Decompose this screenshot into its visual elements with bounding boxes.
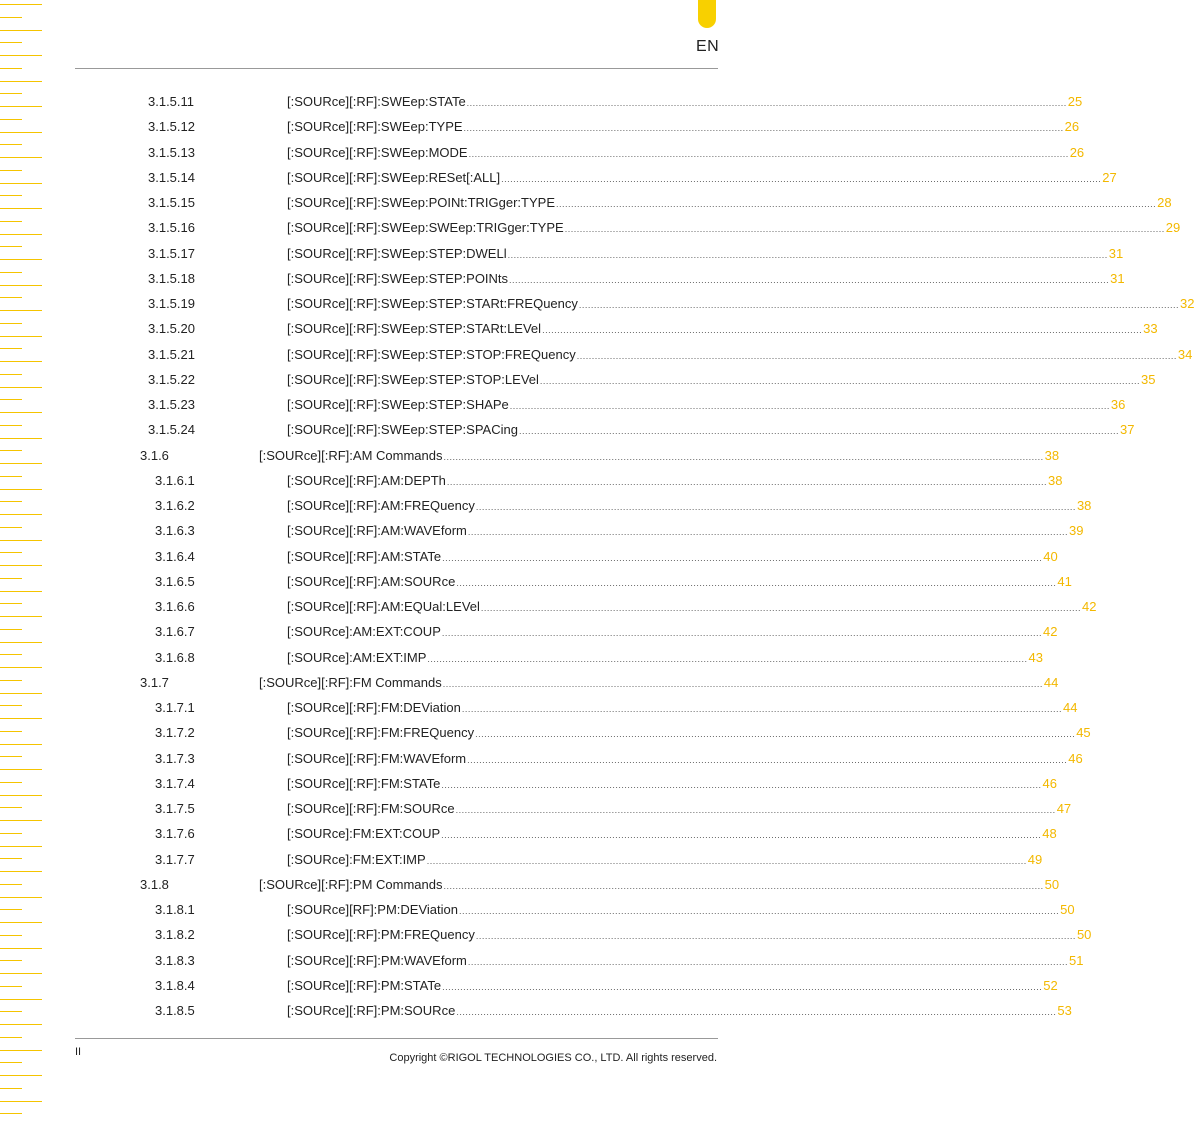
- dot-leader: ........................................................................................................................................................................................................: [507, 249, 1108, 260]
- toc-entry-number: 3.1.7.4: [155, 775, 195, 791]
- toc-entry[interactable]: [0, 242, 1124, 266]
- ruler-tick: [0, 68, 22, 69]
- toc-entry-title[interactable]: [:SOURce][:RF]:SWEep:STEP:SHAPe: [287, 397, 509, 412]
- toc-entry-page[interactable]: 26: [1069, 144, 1085, 160]
- toc-entry-title[interactable]: [:SOURce][:RF]:SWEep:STEP:SPACing: [287, 422, 518, 438]
- toc-entry-page[interactable]: 42: [1042, 624, 1058, 640]
- toc-entry-page[interactable]: 44: [1043, 674, 1059, 690]
- toc-entry[interactable]: [0, 343, 1193, 367]
- toc-entry-page[interactable]: 38: [1044, 447, 1060, 463]
- toc-entry-number: 3.1.5.20: [148, 321, 195, 337]
- ruler-tick: [0, 1062, 22, 1063]
- toc-entry-number: 3.1.5.12: [148, 119, 195, 135]
- toc-entry-page[interactable]: 35: [1141, 371, 1156, 387]
- toc-entry-title[interactable]: [:SOURce][:RF]:PM:FREQuency: [287, 927, 475, 943]
- toc-entry-title[interactable]: [:SOURce][:RF]:AM Commands: [259, 447, 443, 463]
- ruler-tick: [0, 1024, 42, 1025]
- toc-entry-page[interactable]: 39: [1068, 523, 1084, 539]
- ruler-tick: [0, 42, 22, 43]
- toc-entry-page[interactable]: 32: [1180, 296, 1194, 311]
- toc-entry-number: 3.1.7: [140, 674, 169, 690]
- toc-entry[interactable]: [0, 646, 1043, 670]
- dot-leader: ........................................................................................................................................................................................................: [480, 603, 1081, 613]
- toc-entry-title[interactable]: [:SOURce][:RF]:SWEep:STEP:DWELl: [287, 245, 507, 261]
- toc-entry[interactable]: [0, 620, 1058, 644]
- toc-entry-number: 3.1.6.4: [155, 548, 195, 564]
- ruler-tick: [0, 55, 42, 56]
- dot-leader: ........................................................................................................................................................................................................: [542, 325, 1143, 336]
- dot-leader: ........................................................................................................................................................................................................: [564, 224, 1165, 235]
- toc-entry-number: 3.1.5.14: [148, 169, 195, 185]
- toc-entry-page[interactable]: 40: [1043, 548, 1058, 564]
- ruler-tick: [0, 1037, 22, 1038]
- dot-leader: ........................................................................................................................................................................................................: [441, 779, 1042, 790]
- toc-entry[interactable]: [0, 822, 1057, 846]
- language-label: EN: [696, 38, 720, 55]
- toc-entry-title[interactable]: [:SOURce][:RF]:AM:WAVEform: [287, 523, 467, 539]
- dot-leader: ........................................................................................................................................................................................................: [578, 300, 1179, 310]
- dot-leader: ........................................................................................................................................................................................................: [509, 401, 1110, 411]
- toc-entry-page[interactable]: 38: [1076, 498, 1092, 513]
- toc-entry[interactable]: [0, 595, 1097, 619]
- toc-entry-number: 3.1.7.6: [155, 826, 195, 842]
- toc-entry-page[interactable]: 52: [1043, 977, 1058, 993]
- toc-entry[interactable]: [0, 141, 1085, 165]
- dot-leader: ........................................................................................................................................................................................................: [576, 350, 1177, 361]
- toc-entry-number: 3.1.6.2: [155, 498, 195, 513]
- toc-entry[interactable]: [0, 292, 1194, 316]
- toc-entry-page[interactable]: 50: [1076, 927, 1092, 943]
- toc-entry-number: 3.1.5.21: [148, 346, 195, 362]
- toc-entry[interactable]: [0, 216, 1181, 240]
- dot-leader: ........................................................................................................................................................................................................: [455, 805, 1056, 815]
- dot-leader: ........................................................................................................................................................................................................: [443, 880, 1044, 891]
- dot-leader: ........................................................................................................................................................................................................: [456, 1007, 1057, 1017]
- toc-entry-page[interactable]: 44: [1062, 700, 1078, 715]
- ruler-tick: [0, 4, 42, 5]
- dot-leader: ........................................................................................................................................................................................................: [446, 476, 1048, 487]
- toc-entry-page[interactable]: 49: [1027, 851, 1043, 867]
- toc-entry[interactable]: [0, 923, 1092, 947]
- toc-entry-title[interactable]: [:SOURce][:RF]:FM Commands: [259, 674, 442, 690]
- toc-entry-title[interactable]: [:SOURce][:RF]:AM:STATe: [287, 548, 442, 564]
- toc-entry-number: 3.1.5.16: [148, 220, 195, 236]
- toc-entry-page[interactable]: 43: [1028, 649, 1043, 665]
- toc-entry-number: 3.1.7.1: [155, 700, 195, 715]
- toc-entry-number: 3.1.8.3: [155, 952, 195, 968]
- dot-leader: ........................................................................................................................................................................................................: [467, 754, 1068, 765]
- toc-entry-title[interactable]: [:SOURce][:RF]:PM Commands: [259, 876, 443, 892]
- toc-entry[interactable]: [0, 747, 1083, 771]
- dot-leader: ........................................................................................................................................................................................................: [441, 830, 1042, 841]
- toc-entry[interactable]: [0, 317, 1158, 341]
- toc-entry[interactable]: [0, 772, 1057, 796]
- copyright-notice: Copyright ©RIGOL TECHNOLOGIES CO., LTD. All rights reserved.: [389, 1052, 717, 1064]
- toc-entry-page[interactable]: 31: [1108, 245, 1124, 261]
- toc-entry-page[interactable]: 50: [1060, 902, 1075, 917]
- toc-entry-title[interactable]: [:SOURce][:RF]:SWEep:TYPE: [287, 119, 463, 135]
- toc-entry[interactable]: [0, 444, 1060, 468]
- toc-entry-page[interactable]: 53: [1057, 1003, 1072, 1018]
- dot-leader: ........................................................................................................................................................................................................: [466, 98, 1067, 108]
- toc-entry-title[interactable]: [:SOURce][:RF]:SWEep:MODE: [287, 144, 468, 160]
- toc-entry-title[interactable]: [:SOURce]:AM:EXT:IMP: [287, 649, 427, 665]
- ruler-tick: [0, 1088, 22, 1089]
- toc-entry-title[interactable]: [:SOURce][:RF]:FM:WAVEform: [287, 750, 467, 766]
- toc-entry[interactable]: [0, 368, 1156, 392]
- toc-entry[interactable]: [0, 191, 1172, 215]
- ruler-tick: [0, 17, 22, 18]
- toc-entry-page[interactable]: 26: [1064, 119, 1080, 135]
- toc-entry[interactable]: [0, 671, 1059, 695]
- toc-entry-number: 3.1.7.3: [155, 750, 195, 766]
- toc-entry-page[interactable]: 29: [1165, 220, 1181, 236]
- toc-entry-page[interactable]: 47: [1056, 801, 1072, 816]
- toc-entry-number: 3.1.8: [140, 876, 169, 892]
- toc-entry-number: 3.1.6.8: [155, 649, 195, 665]
- toc-entry[interactable]: [0, 494, 1092, 518]
- toc-entry-page[interactable]: 38: [1048, 472, 1063, 488]
- toc-entry[interactable]: [0, 418, 1135, 442]
- dot-leader: ........................................................................................................................................................................................................: [461, 704, 1062, 714]
- toc-entry-title[interactable]: [:SOURce][:RF]:PM:WAVEform: [287, 952, 467, 968]
- ruler-tick: [0, 1113, 22, 1114]
- dot-leader: ........................................................................................................................................................................................................: [539, 375, 1141, 386]
- toc-entry-number: 3.1.5.24: [148, 422, 195, 438]
- toc-entry-number: 3.1.5.18: [148, 270, 195, 286]
- toc-entry-page[interactable]: 27: [1102, 169, 1117, 185]
- toc-entry[interactable]: [0, 974, 1058, 998]
- toc-entry[interactable]: [0, 393, 1126, 417]
- toc-entry[interactable]: [0, 873, 1060, 897]
- dot-leader: ........................................................................................................................................................................................................: [458, 906, 1060, 916]
- dot-leader: ........................................................................................................................................................................................................: [443, 451, 1044, 462]
- toc-entry-title[interactable]: [:SOURce]:FM:EXT:COUP: [287, 826, 441, 842]
- dot-leader: ........................................................................................................................................................................................................: [475, 729, 1076, 740]
- toc-entry-number: 3.1.7.7: [155, 851, 195, 867]
- toc-entry-number: 3.1.8.4: [155, 977, 195, 993]
- toc-entry-number: 3.1.6: [140, 447, 169, 463]
- toc-entry-number: 3.1.6.5: [155, 573, 195, 589]
- toc-entry-page[interactable]: 50: [1044, 876, 1060, 892]
- dot-leader: ........................................................................................................................................................................................................: [518, 426, 1120, 437]
- dot-leader: ........................................................................................................................................................................................................: [442, 678, 1043, 689]
- toc-entry[interactable]: [0, 721, 1091, 745]
- toc-entry[interactable]: [0, 115, 1080, 139]
- toc-entry-title[interactable]: [:SOURce][:RF]:AM:FREQuency: [287, 498, 475, 513]
- dot-leader: ........................................................................................................................................................................................................: [467, 956, 1068, 967]
- toc-entry-page[interactable]: 46: [1068, 750, 1083, 766]
- ruler-tick: [0, 30, 42, 31]
- toc-entry-title[interactable]: [:SOURce][:RF]:AM:DEPTh: [287, 472, 446, 488]
- dot-leader: ........................................................................................................................................................................................................: [556, 199, 1157, 209]
- toc-entry[interactable]: [0, 696, 1078, 720]
- toc-entry[interactable]: [0, 797, 1072, 821]
- ruler-tick: [0, 1101, 42, 1102]
- toc-entry-title[interactable]: [:SOURce][:RF]:PM:STATe: [287, 977, 442, 993]
- page-number: II: [75, 1046, 82, 1058]
- toc-entry-title[interactable]: [:SOURce][:RF]:FM:FREQuency: [287, 725, 475, 741]
- dot-leader: ........................................................................................................................................................................................................: [441, 628, 1042, 639]
- toc-entry-title[interactable]: [:SOURce][:RF]:SWEep:STEP:STOP:LEVel: [287, 371, 539, 387]
- toc-entry-title[interactable]: [:SOURce][:RF]:AM:SOURce: [287, 573, 456, 589]
- header-divider: [75, 68, 718, 69]
- dot-leader: ........................................................................................................................................................................................................: [468, 148, 1069, 159]
- toc-entry[interactable]: [0, 949, 1084, 973]
- toc-entry-number: 3.1.5.23: [148, 397, 195, 412]
- toc-entry-title[interactable]: [:SOURce][RF]:PM:DEViation: [287, 902, 458, 917]
- toc-entry-number: 3.1.8.1: [155, 902, 195, 917]
- toc-entry-title[interactable]: [:SOURce][:RF]:SWEep:POINt:TRIGger:TYPE: [287, 195, 555, 210]
- toc-entry-number: 3.1.5.11: [148, 94, 195, 109]
- dot-leader: ........................................................................................................................................................................................................: [427, 653, 1028, 664]
- toc-entry-number: 3.1.5.22: [148, 371, 195, 387]
- toc-entry-number: 3.1.6.3: [155, 523, 195, 539]
- toc-entry-number: 3.1.5.13: [148, 144, 195, 160]
- language-tab-marker: [698, 0, 716, 28]
- ruler-tick: [0, 1075, 42, 1076]
- toc-entry-page[interactable]: 46: [1042, 775, 1057, 791]
- toc-entry-page[interactable]: 48: [1042, 826, 1057, 842]
- dot-leader: ........................................................................................................................................................................................................: [456, 577, 1057, 588]
- toc-entry-number: 3.1.8.5: [155, 1003, 195, 1018]
- toc-entry[interactable]: [0, 469, 1063, 493]
- toc-entry[interactable]: [0, 519, 1084, 543]
- toc-entry-number: 3.1.7.2: [155, 725, 195, 741]
- toc-entry[interactable]: [0, 267, 1125, 291]
- toc-entry-page[interactable]: 51: [1068, 952, 1084, 968]
- toc-entry-page[interactable]: 25: [1067, 94, 1083, 109]
- toc-entry-title[interactable]: [:SOURce][:RF]:SWEep:STEP:STARt:LEVel: [287, 321, 542, 337]
- toc-entry-page[interactable]: 45: [1076, 725, 1091, 741]
- toc-entry-page[interactable]: 33: [1143, 321, 1158, 337]
- toc-entry-number: 3.1.5.19: [148, 296, 195, 311]
- toc-entry-title[interactable]: [:SOURce][:RF]:FM:STATe: [287, 775, 441, 791]
- toc-entry-number: 3.1.6.1: [155, 472, 195, 488]
- dot-leader: ........................................................................................................................................................................................................: [467, 527, 1068, 538]
- toc-entry[interactable]: [0, 90, 1083, 114]
- toc-entry-title[interactable]: [:SOURce][:RF]:FM:SOURce: [287, 801, 455, 816]
- toc-entry-title[interactable]: [:SOURce][:RF]:SWEep:RESet[:ALL]: [287, 169, 501, 185]
- toc-entry-page[interactable]: 36: [1110, 397, 1126, 412]
- toc-entry-number: 3.1.8.2: [155, 927, 195, 943]
- dot-leader: ........................................................................................................................................................................................................: [463, 123, 1064, 134]
- toc-entry-title[interactable]: [:SOURce][:RF]:FM:DEViation: [287, 700, 461, 715]
- dot-leader: ........................................................................................................................................................................................................: [475, 931, 1076, 942]
- toc-entry-number: 3.1.5.17: [148, 245, 195, 261]
- toc-entry-number: 3.1.5.15: [148, 195, 195, 210]
- toc-entry-title[interactable]: [:SOURce][:RF]:SWEep:SWEep:TRIGger:TYPE: [287, 220, 564, 236]
- toc-entry-page[interactable]: 31: [1110, 270, 1125, 286]
- dot-leader: ........................................................................................................................................................................................................: [442, 981, 1043, 992]
- dot-leader: ........................................................................................................................................................................................................: [426, 855, 1027, 866]
- toc-entry[interactable]: [0, 570, 1072, 594]
- toc-entry[interactable]: [0, 999, 1072, 1023]
- footer-divider: [75, 1038, 718, 1039]
- toc-entry-title[interactable]: [:SOURce][:RF]:AM:EQUal:LEVel: [287, 599, 480, 614]
- toc-entry[interactable]: [0, 545, 1058, 569]
- toc-entry-title[interactable]: [:SOURce][:RF]:PM:SOURce: [287, 1003, 456, 1018]
- toc-entry-title[interactable]: [:SOURce]:FM:EXT:IMP: [287, 851, 426, 867]
- toc-entry-page[interactable]: 37: [1120, 422, 1135, 438]
- dot-leader: ........................................................................................................................................................................................................: [475, 502, 1076, 512]
- toc-entry-page[interactable]: 28: [1157, 195, 1172, 210]
- toc-entry-title[interactable]: [:SOURce][:RF]:SWEep:STEP:POINts: [287, 270, 509, 286]
- dot-leader: ........................................................................................................................................................................................................: [509, 274, 1110, 285]
- toc-entry-title[interactable]: [:SOURce][:RF]:SWEep:STEP:STARt:FREQuency: [287, 296, 578, 311]
- toc-entry-title[interactable]: [:SOURce][:RF]:SWEep:STATe: [287, 94, 466, 109]
- ruler-tick: [0, 1050, 42, 1051]
- toc-entry-page[interactable]: 34: [1177, 346, 1193, 362]
- toc-entry-title[interactable]: [:SOURce]:AM:EXT:COUP: [287, 624, 441, 640]
- ruler-tick: [0, 81, 42, 82]
- toc-entry-number: 3.1.6.6: [155, 599, 195, 614]
- toc-entry-number: 3.1.6.7: [155, 624, 195, 640]
- toc-entry-title[interactable]: [:SOURce][:RF]:SWEep:STEP:STOP:FREQuency: [287, 346, 576, 362]
- toc-entry[interactable]: [0, 848, 1043, 872]
- toc-entry[interactable]: [0, 898, 1075, 922]
- dot-leader: ........................................................................................................................................................................................................: [442, 552, 1043, 563]
- toc-entry-page[interactable]: 42: [1082, 599, 1097, 614]
- toc-entry-page[interactable]: 41: [1057, 573, 1072, 589]
- dot-leader: ........................................................................................................................................................................................................: [501, 173, 1102, 184]
- toc-entry[interactable]: [0, 166, 1117, 190]
- toc-entry-number: 3.1.7.5: [155, 801, 195, 816]
